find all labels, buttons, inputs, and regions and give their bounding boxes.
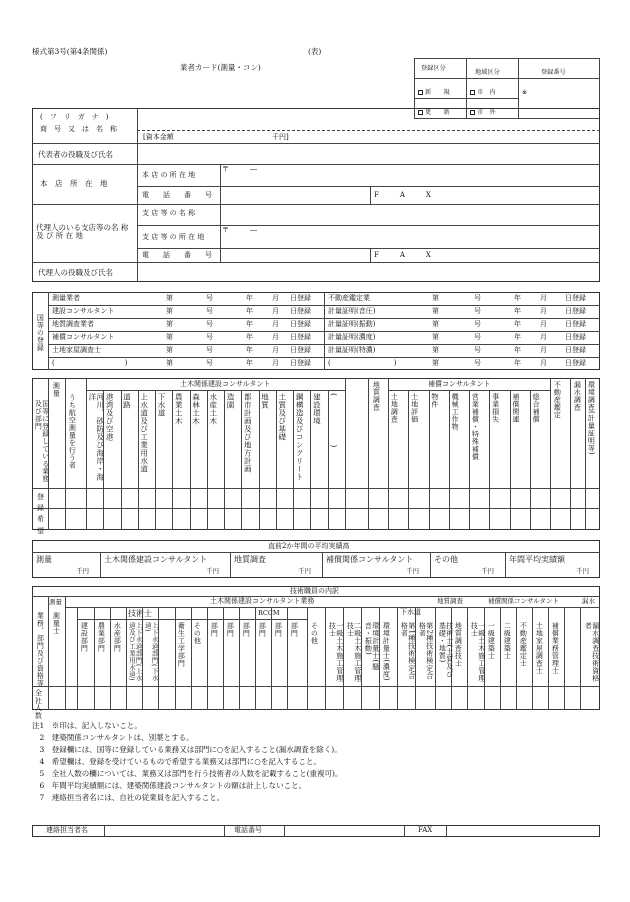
civil-col-10: 地質 <box>260 393 270 409</box>
nat-year: 年 <box>246 307 253 315</box>
avg-unit-1: 千円 <box>206 567 219 575</box>
contact-name-label: 連絡担当者名 <box>46 826 88 834</box>
nat-left-item: ( ) <box>52 359 128 367</box>
avg-unit-2: 千円 <box>298 567 311 575</box>
nat-row-line <box>48 305 600 306</box>
civil-reg-cell-14[interactable] <box>329 489 344 507</box>
contact-fax-label: FAX <box>418 826 433 834</box>
civil-reg-cell-6[interactable] <box>191 489 206 507</box>
nat-right-item: 計量証明(音圧) <box>328 307 376 315</box>
nat-go: 号 <box>206 320 213 328</box>
nat-year: 年 <box>246 294 253 302</box>
comp-col-line <box>449 390 450 530</box>
avg-label-1: 土木関係建設コンサルタント <box>104 555 208 564</box>
nat-month: 月 <box>540 359 547 367</box>
comp-col-line <box>489 390 490 530</box>
nat-year: 年 <box>514 294 521 302</box>
nat-right-item: 不動産鑑定業 <box>328 294 370 302</box>
civil-col-6: 森林土木 <box>191 393 201 425</box>
staff-rccm-dept-0: 部門 <box>210 622 219 637</box>
staff-civil-header: 土木関係建設コンサルタント業務 <box>210 597 315 605</box>
nat-go: 号 <box>206 333 213 341</box>
nat-year: 年 <box>246 320 253 328</box>
business-realestate-header: 不動産鑑定 <box>553 381 562 419</box>
staff-rccm-dept-4: 部門 <box>274 622 283 637</box>
nat-row-line <box>48 344 600 345</box>
nat-day: 日登録 <box>565 320 586 328</box>
avg-col-line <box>322 552 323 578</box>
in-city-label: 市 内 <box>477 89 496 96</box>
note-line: 3 登録欄には、国等に登録している業務又は部門に○を記入すること(漏水調査を除く)。 <box>32 745 342 754</box>
business-civil-header: 土木関係建設コンサルタント <box>180 380 271 388</box>
civil-wish-cell-13[interactable] <box>311 509 326 529</box>
civil-reg-cell-9[interactable] <box>242 489 257 507</box>
staff-k4: 土地家屋調査士 <box>535 622 544 675</box>
nat-dai: 第 <box>166 333 173 341</box>
nat-dai: 第 <box>166 359 173 367</box>
head-office-address-label: 本 店 の 所 在 地 <box>142 171 196 179</box>
nat-day: 日登録 <box>565 346 586 354</box>
staff-c6: 第2種技術検定合格者 <box>418 622 434 680</box>
nat-year: 年 <box>246 333 253 341</box>
nat-dai: 第 <box>432 333 439 341</box>
agent-rep-label: 代理人の役職及び氏名 <box>38 268 113 277</box>
nat-go: 号 <box>474 307 481 315</box>
comp-col-4: 営業補償・特殊補償 <box>471 393 480 461</box>
nat-dai: 第 <box>166 307 173 315</box>
comp-col-line <box>469 390 470 530</box>
nat-day: 日登録 <box>565 333 586 341</box>
nat-year: 年 <box>246 359 253 367</box>
nat-month: 月 <box>272 333 279 341</box>
furigana-label: ( フ リ ガ ナ ) <box>40 113 109 121</box>
staff-rccm-dept-5: 部門 <box>290 622 299 637</box>
staff-c5: 第1種技術検定合格者 <box>400 622 416 680</box>
staff-rowhead: 業務、部門及び資格等 <box>36 612 45 687</box>
civil-reg-cell-1[interactable] <box>104 489 119 507</box>
staff-eng-4: 上下水道部門(下水道) <box>143 622 159 682</box>
civil-col-5: 農業土木 <box>174 393 184 425</box>
out-city-label: 市 外 <box>477 109 496 116</box>
civil-col-11: 土質及び基礎 <box>277 393 287 441</box>
nat-dai: 第 <box>432 359 439 367</box>
business-geo-header: 地質調査 <box>372 381 381 411</box>
civil-reg-cell-13[interactable] <box>311 489 326 507</box>
avg-unit-5: 千円 <box>576 567 589 575</box>
note-line: 7 連絡担当者名には、自社の従業員を記入すること。 <box>32 793 225 802</box>
staff-gesui: 下水道 <box>400 608 421 616</box>
branch-tel-label: 電 話 番 号 <box>142 251 212 259</box>
staff-k3: 不動産鑑定士 <box>519 622 528 667</box>
civil-col-8: 造園 <box>226 393 235 409</box>
civil-reg-cell-7[interactable] <box>208 489 223 507</box>
civil-col-9: 都市計画及び地方計画 <box>243 393 253 473</box>
nat-year: 年 <box>514 346 521 354</box>
wish-row-label: 登録希望 <box>37 493 44 535</box>
civil-reg-cell-3[interactable] <box>139 489 154 507</box>
nat-month: 月 <box>540 307 547 315</box>
comp-col-0: 土地調査 <box>390 393 399 423</box>
nat-dai: 第 <box>166 346 173 354</box>
nat-left-item: 測量業者 <box>52 294 80 302</box>
nat-year: 年 <box>514 307 521 315</box>
avg-unit-4: 千円 <box>481 567 494 575</box>
nat-year: 年 <box>514 333 521 341</box>
avg-label-4: その他 <box>434 555 458 564</box>
nat-day: 日登録 <box>290 333 311 341</box>
note-line: 6 年間平均実績額には、建築関係建設コンサルタントの額は計上しないこと。 <box>32 781 307 790</box>
new-checkbox[interactable] <box>418 90 423 95</box>
nat-dai: 第 <box>432 320 439 328</box>
nat-right-item: 計量証明(濃度) <box>328 333 376 341</box>
nat-month: 月 <box>540 320 547 328</box>
capital-label: [資本金額 <box>143 133 174 141</box>
avg-label-0: 測量 <box>36 555 52 564</box>
staff-k5: 補償業務管理士 <box>551 622 560 675</box>
staff-sub-line2 <box>77 619 307 620</box>
nat-left-item: 地質調査業者 <box>52 320 94 328</box>
civil-reg-cell-11[interactable] <box>277 489 292 507</box>
reg-number-note: ※ <box>522 89 528 96</box>
civil-wish-cell-8[interactable] <box>225 509 240 529</box>
nat-row-line <box>48 331 600 332</box>
nat-dai: 第 <box>432 294 439 302</box>
civil-reg-cell-2[interactable] <box>122 489 137 507</box>
business-survey-sub: うち航空測量を行う者 <box>68 394 77 469</box>
note-line: 2 建築関係コンサルタントは、別葉とする。 <box>32 733 194 742</box>
civil-col-14: ( ) <box>329 393 339 448</box>
nat-month: 月 <box>272 320 279 328</box>
staff-eng-2: 水産部門 <box>113 622 122 652</box>
business-survey-header: 測量 <box>52 382 61 397</box>
staff-col-line <box>548 607 549 710</box>
nat-year: 年 <box>246 346 253 354</box>
nat-month: 月 <box>272 359 279 367</box>
staff-eng-6: その他 <box>193 622 202 645</box>
reg-category-header: 登録区分 <box>421 64 446 72</box>
civil-wish-cell-12[interactable] <box>294 509 309 529</box>
civil-col-12: 鋼構造及びコンクリート <box>295 393 305 481</box>
civil-reg-cell-12[interactable] <box>294 489 309 507</box>
staff-engineer-header: 技術士 <box>128 609 152 618</box>
nat-go: 号 <box>206 359 213 367</box>
nat-dai: 第 <box>166 294 173 302</box>
civil-wish-cell-3[interactable] <box>139 509 154 529</box>
avg-label-3: 補償関係コンサルタント <box>326 555 414 564</box>
staff-l1: 漏水調査技術資格者 <box>584 622 600 682</box>
civil-col-4: 下水道 <box>156 393 166 417</box>
nat-right-item: 計量証明(振動) <box>328 320 376 328</box>
staff-title: 技術職員の内訳 <box>290 587 339 595</box>
agent-branch-label: 代理人のいる支店等の名 称 及 び 所 在 地 <box>36 223 129 241</box>
comp-col-6: 補償関連 <box>511 393 520 423</box>
comp-col-2: 物件 <box>430 393 439 408</box>
nat-year: 年 <box>514 359 521 367</box>
staff-g1: 技術士(土質及び基礎・地質) <box>438 622 454 678</box>
nat-go: 号 <box>206 294 213 302</box>
nat-day: 日登録 <box>565 294 586 302</box>
avg-label-2: 地質調査 <box>234 555 266 564</box>
nat-left-item: 建設コンサルタント <box>52 307 115 315</box>
staff-comp: 補償関係コンサルタント <box>488 597 559 605</box>
comp-col-7: 総合補償 <box>532 393 541 423</box>
head-office-tel-label: 電 話 番 号 <box>142 191 212 199</box>
staff-col-line <box>126 607 127 710</box>
nat-day: 日登録 <box>290 307 311 315</box>
civil-reg-cell-10[interactable] <box>260 489 275 507</box>
staff-survey-header: 測量 <box>49 598 62 606</box>
comp-col-line <box>510 390 511 530</box>
capital-unit: 千円] <box>272 133 289 141</box>
avg-col-line <box>100 552 101 578</box>
staff-k1: 一級建築士 <box>487 622 496 660</box>
staff-col-line <box>500 607 501 710</box>
nat-go: 号 <box>206 346 213 354</box>
civil-reg-cell-8[interactable] <box>225 489 240 507</box>
staff-c4: 環境計量士(濃度) <box>382 622 391 681</box>
contact-tel-label: 電話番号 <box>234 826 262 834</box>
staff-col-line <box>564 607 565 710</box>
staff-g2: 地質調査技士 <box>454 622 463 667</box>
page-side: (表) <box>308 47 322 56</box>
staff-leak: 漏水 <box>582 597 595 605</box>
avg-col-line <box>505 552 506 578</box>
nat-go: 号 <box>474 294 481 302</box>
staff-eng-0: 建設部門 <box>80 622 89 652</box>
staff-c1: 一級土木施工管理技士 <box>328 622 344 682</box>
comp-col-5: 事業損失 <box>491 393 500 423</box>
staff-col-line <box>223 607 224 710</box>
nat-month: 月 <box>540 333 547 341</box>
nat-day: 日登録 <box>290 359 311 367</box>
form-number: 様式第3号(第4条関係) <box>32 47 108 56</box>
head-office-fax-label: F A X <box>374 191 431 199</box>
civil-wish-cell-0[interactable] <box>87 509 102 529</box>
staff-col-line <box>175 607 176 710</box>
nat-go: 号 <box>474 359 481 367</box>
nat-left-item: 補償コンサルタント <box>52 333 115 341</box>
staff-col-line <box>191 607 192 710</box>
nat-month: 月 <box>272 346 279 354</box>
civil-reg-cell-5[interactable] <box>173 489 188 507</box>
staff-col-line <box>287 607 288 710</box>
avg-unit-3: 千円 <box>406 567 419 575</box>
reg-area-header: 地域区分 <box>475 69 500 76</box>
civil-wish-cell-1[interactable] <box>104 509 119 529</box>
new-label: 新 規 <box>425 89 450 96</box>
nat-left-item: 土地家屋調査士 <box>52 346 101 354</box>
nat-right-item: ( ) <box>328 359 397 367</box>
business-rowhead: 国等に登録している業務及び部門 <box>34 400 50 483</box>
comp-col-1: 土地評価 <box>410 393 419 423</box>
staff-eng-3: 上下水道部門(上水道及び工業用水道) <box>127 622 143 682</box>
civil-wish-cell-7[interactable] <box>208 509 223 529</box>
civil-wish-cell-4[interactable] <box>156 509 171 529</box>
nat-row-line <box>48 318 600 319</box>
business-env-header: 環境調査(計量証明等) <box>587 381 596 455</box>
civil-col-0: 河川、砂防及び海岸・海洋 <box>87 393 105 481</box>
civil-wish-cell-14[interactable] <box>329 509 344 529</box>
staff-col-line <box>255 607 256 710</box>
staff-rccm-header: RCCM <box>258 609 280 617</box>
staff-col-line <box>239 607 240 710</box>
staff-surveyor: 測量士 <box>52 612 61 635</box>
staff-geo: 地質調査 <box>437 597 463 605</box>
staff-col-line <box>94 607 95 710</box>
staff-col-line <box>516 607 517 710</box>
civil-col-2: 道路 <box>122 393 132 409</box>
civil-col-13: 建設環境 <box>312 393 322 425</box>
staff-col-line <box>397 607 398 710</box>
civil-wish-cell-2[interactable] <box>122 509 137 529</box>
civil-reg-cell-0[interactable] <box>87 489 102 507</box>
staff-col-line <box>435 607 436 710</box>
reg-number-header: 登録番号 <box>541 69 566 76</box>
staff-c2: 二級土木施工管理技士 <box>346 622 362 682</box>
avg-title: 直前2か年間の平均実績高 <box>268 542 350 550</box>
staff-col-line <box>325 607 326 710</box>
head-office-label: 本 店 所 在 地 <box>40 179 108 188</box>
branch-fax-label: F A X <box>374 251 431 259</box>
nat-go: 号 <box>206 307 213 315</box>
staff-rccm-dept-2: 部門 <box>242 622 251 637</box>
avg-label-5: 年間平均実績額 <box>509 555 565 564</box>
in-city-checkbox[interactable] <box>470 90 475 95</box>
contact-tel-input[interactable] <box>286 826 402 836</box>
nat-month: 月 <box>540 346 547 354</box>
nat-month: 月 <box>540 294 547 302</box>
nat-month: 月 <box>272 294 279 302</box>
contact-fax-input[interactable] <box>448 826 598 836</box>
nat-go: 号 <box>474 346 481 354</box>
staff-k2: 二級建築士 <box>503 622 512 660</box>
nat-go: 号 <box>474 320 481 328</box>
nat-year: 年 <box>514 320 521 328</box>
civil-wish-cell-10[interactable] <box>260 509 275 529</box>
comp-col-3: 機械工作物 <box>451 393 460 431</box>
comp-col-line <box>530 390 531 530</box>
staff-col-line <box>532 607 533 710</box>
staff-col-line <box>580 607 581 710</box>
representative-label: 代表者の役職及び氏名 <box>38 150 113 159</box>
nat-right-item: 計量証明(特濃) <box>328 346 376 354</box>
civil-wish-cell-11[interactable] <box>277 509 292 529</box>
nat-dai: 第 <box>432 346 439 354</box>
staff-c3: 環境計量士(騒音・振動) <box>364 622 380 671</box>
update-label: 更 新 <box>425 109 450 116</box>
staff-g3: 一級土木施工管理技士 <box>470 622 486 682</box>
civil-wish-cell-5[interactable] <box>173 509 188 529</box>
comp-col-line <box>408 390 409 530</box>
note-line: 5 全社人数の欄については、業務又は部門を行う技術者の人数を記載すること(重複可)。 <box>32 769 343 778</box>
contact-name-input[interactable] <box>106 826 222 836</box>
staff-total-label: 全社人数 <box>35 689 42 721</box>
civil-reg-cell-4[interactable] <box>156 489 171 507</box>
avg-col-line <box>430 552 431 578</box>
branch-address-label: 支 店 等 の 所 在 地 <box>142 233 205 241</box>
branch-name-label: 支 店 等 の 名 称 <box>142 209 196 217</box>
staff-col-line <box>307 607 308 710</box>
staff-sub-line <box>65 607 600 608</box>
nat-row-line <box>48 357 600 358</box>
staff-rccm-dept-3: 部門 <box>258 622 267 637</box>
nat-day: 日登録 <box>565 359 586 367</box>
nat-day: 日登録 <box>565 307 586 315</box>
note-line: 注1 ※印は、記入しないこと。 <box>32 721 142 730</box>
avg-col-line <box>230 552 231 578</box>
staff-other: その他 <box>310 622 319 645</box>
head-office-postal[interactable]: 〒 ― <box>222 165 257 173</box>
avg-unit-0: 千円 <box>76 567 89 575</box>
page-title: 業者カード(測量・コン) <box>180 63 261 72</box>
staff-col-line <box>467 607 468 710</box>
note-line: 4 希望欄は、登録を受けているもので希望する業務又は部門に○を記入すること。 <box>32 757 321 766</box>
staff-col-line <box>271 607 272 710</box>
nat-go: 号 <box>474 333 481 341</box>
civil-col-7: 水産土木 <box>208 393 218 425</box>
nat-month: 月 <box>272 307 279 315</box>
staff-eng-1: 農業部門 <box>97 622 106 652</box>
nat-day: 日登録 <box>290 346 311 354</box>
staff-rccm-dept-1: 部門 <box>226 622 235 637</box>
furigana-input[interactable] <box>140 110 598 128</box>
civil-col-1: 港湾及び空港 <box>105 393 115 441</box>
staff-col-line <box>110 607 111 710</box>
company-name-label: 商 号 又 は 名 称 <box>40 125 117 133</box>
business-leak-header: 漏水調査 <box>573 381 582 411</box>
comp-col-line <box>429 390 430 530</box>
company-info-table <box>32 108 600 282</box>
nat-dai: 第 <box>166 320 173 328</box>
national-registration-label: 国等の登録 <box>36 314 45 352</box>
nat-day: 日登録 <box>290 320 311 328</box>
staff-col-line <box>207 607 208 710</box>
nat-day: 日登録 <box>290 294 311 302</box>
nat-dai: 第 <box>432 307 439 315</box>
business-comp-header: 補償コンサルタント <box>428 380 491 388</box>
staff-eng-5: 衛生工学部門 <box>177 622 186 667</box>
branch-postal[interactable]: 〒 ― <box>222 226 257 234</box>
civil-col-3: 上水道及び工業用水道 <box>139 393 149 473</box>
civil-wish-cell-6[interactable] <box>191 509 206 529</box>
staff-col-line <box>77 607 78 710</box>
civil-wish-cell-9[interactable] <box>242 509 257 529</box>
